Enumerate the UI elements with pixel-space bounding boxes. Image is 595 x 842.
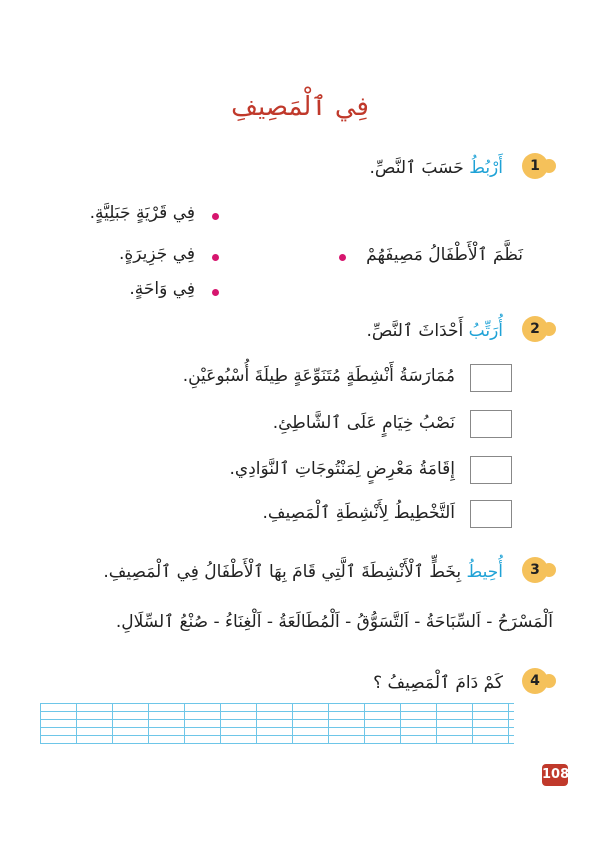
exercise-1-number: 1 [522, 153, 548, 179]
match-option-2: فِي جَزِيرَةٍ. [118, 244, 195, 264]
page-title: فِي ٱلْمَصِيفِ [231, 92, 369, 122]
page-number: 108 [542, 764, 568, 786]
exercise-2-text: أَحْدَاثَ ٱلنَّصِّ. [366, 321, 464, 341]
order-box-2[interactable] [470, 410, 512, 438]
match-dot-option-2[interactable] [212, 254, 219, 261]
match-option-1: فِي قَرْيَةٍ جَبَلِيَّةٍ. [89, 203, 195, 223]
exercise-1-text: حَسَبَ ٱلنَّصِّ. [369, 158, 464, 178]
order-item-4: اَلتَّخْطِيطُ لِأَنْشِطَةِ ٱلْمَصِيفِ. [262, 503, 455, 523]
match-dot-left-item[interactable] [339, 254, 346, 261]
exercise-4-question: كَمْ دَامَ ٱلْمَصِيفُ ؟ [373, 673, 503, 693]
exercise-1-instruction [370, 157, 504, 178]
order-item-3: إِقَامَةُ مَعْرِضٍ لِمَنْتُوجَاتِ ٱلنَّوَادِي. [229, 459, 455, 479]
match-option-3: فِي وَاحَةٍ. [129, 279, 195, 299]
exercise-2-instruction [366, 320, 503, 341]
exercise-3-verb: أُحِيطُ [466, 562, 503, 582]
match-dot-option-1[interactable] [212, 213, 219, 220]
exercise-4-number: 4 [522, 668, 548, 694]
activity-words[interactable]: اَلْمَسْرَحُ - اَلسِّبَاحَةُ - اَلتَّسَوُّقُ - اَلْمُطَالَعَةُ - اَلْغِنَاءُ - صُنْعُ ٱلسِّلَالِ. [115, 612, 553, 632]
answer-writing-lines[interactable] [40, 703, 514, 743]
match-left-item: نَظَّمَ ٱلْأَطْفَالُ مَصِيفَهُمْ [366, 245, 523, 265]
exercise-2-number: 2 [522, 316, 548, 342]
match-dot-option-3[interactable] [212, 289, 219, 296]
order-box-3[interactable] [470, 456, 512, 484]
exercise-2-verb: أُرَتِّبُ [468, 321, 503, 341]
order-box-4[interactable] [470, 500, 512, 528]
order-box-1[interactable] [470, 364, 512, 392]
exercise-1-verb: أَرْبُطُ [469, 158, 503, 178]
order-item-2: نَصْبُ خِيَامٍ عَلَى ٱلشَّاطِئِ. [272, 413, 455, 433]
order-item-1: مُمَارَسَةُ أَنْشِطَةٍ مُتَنَوِّعَةٍ طِيلَةَ أُسْبُوعَيْنِ. [182, 366, 455, 386]
exercise-3-number: 3 [522, 557, 548, 583]
exercise-3-text: بِخَطٍّ ٱلْأَنْشِطَةَ ٱلَّتِي قَامَ بِهَا ٱلْأَطْفَالُ فِي ٱلْمَصِيفِ. [103, 562, 462, 582]
exercise-3-instruction [103, 561, 503, 582]
